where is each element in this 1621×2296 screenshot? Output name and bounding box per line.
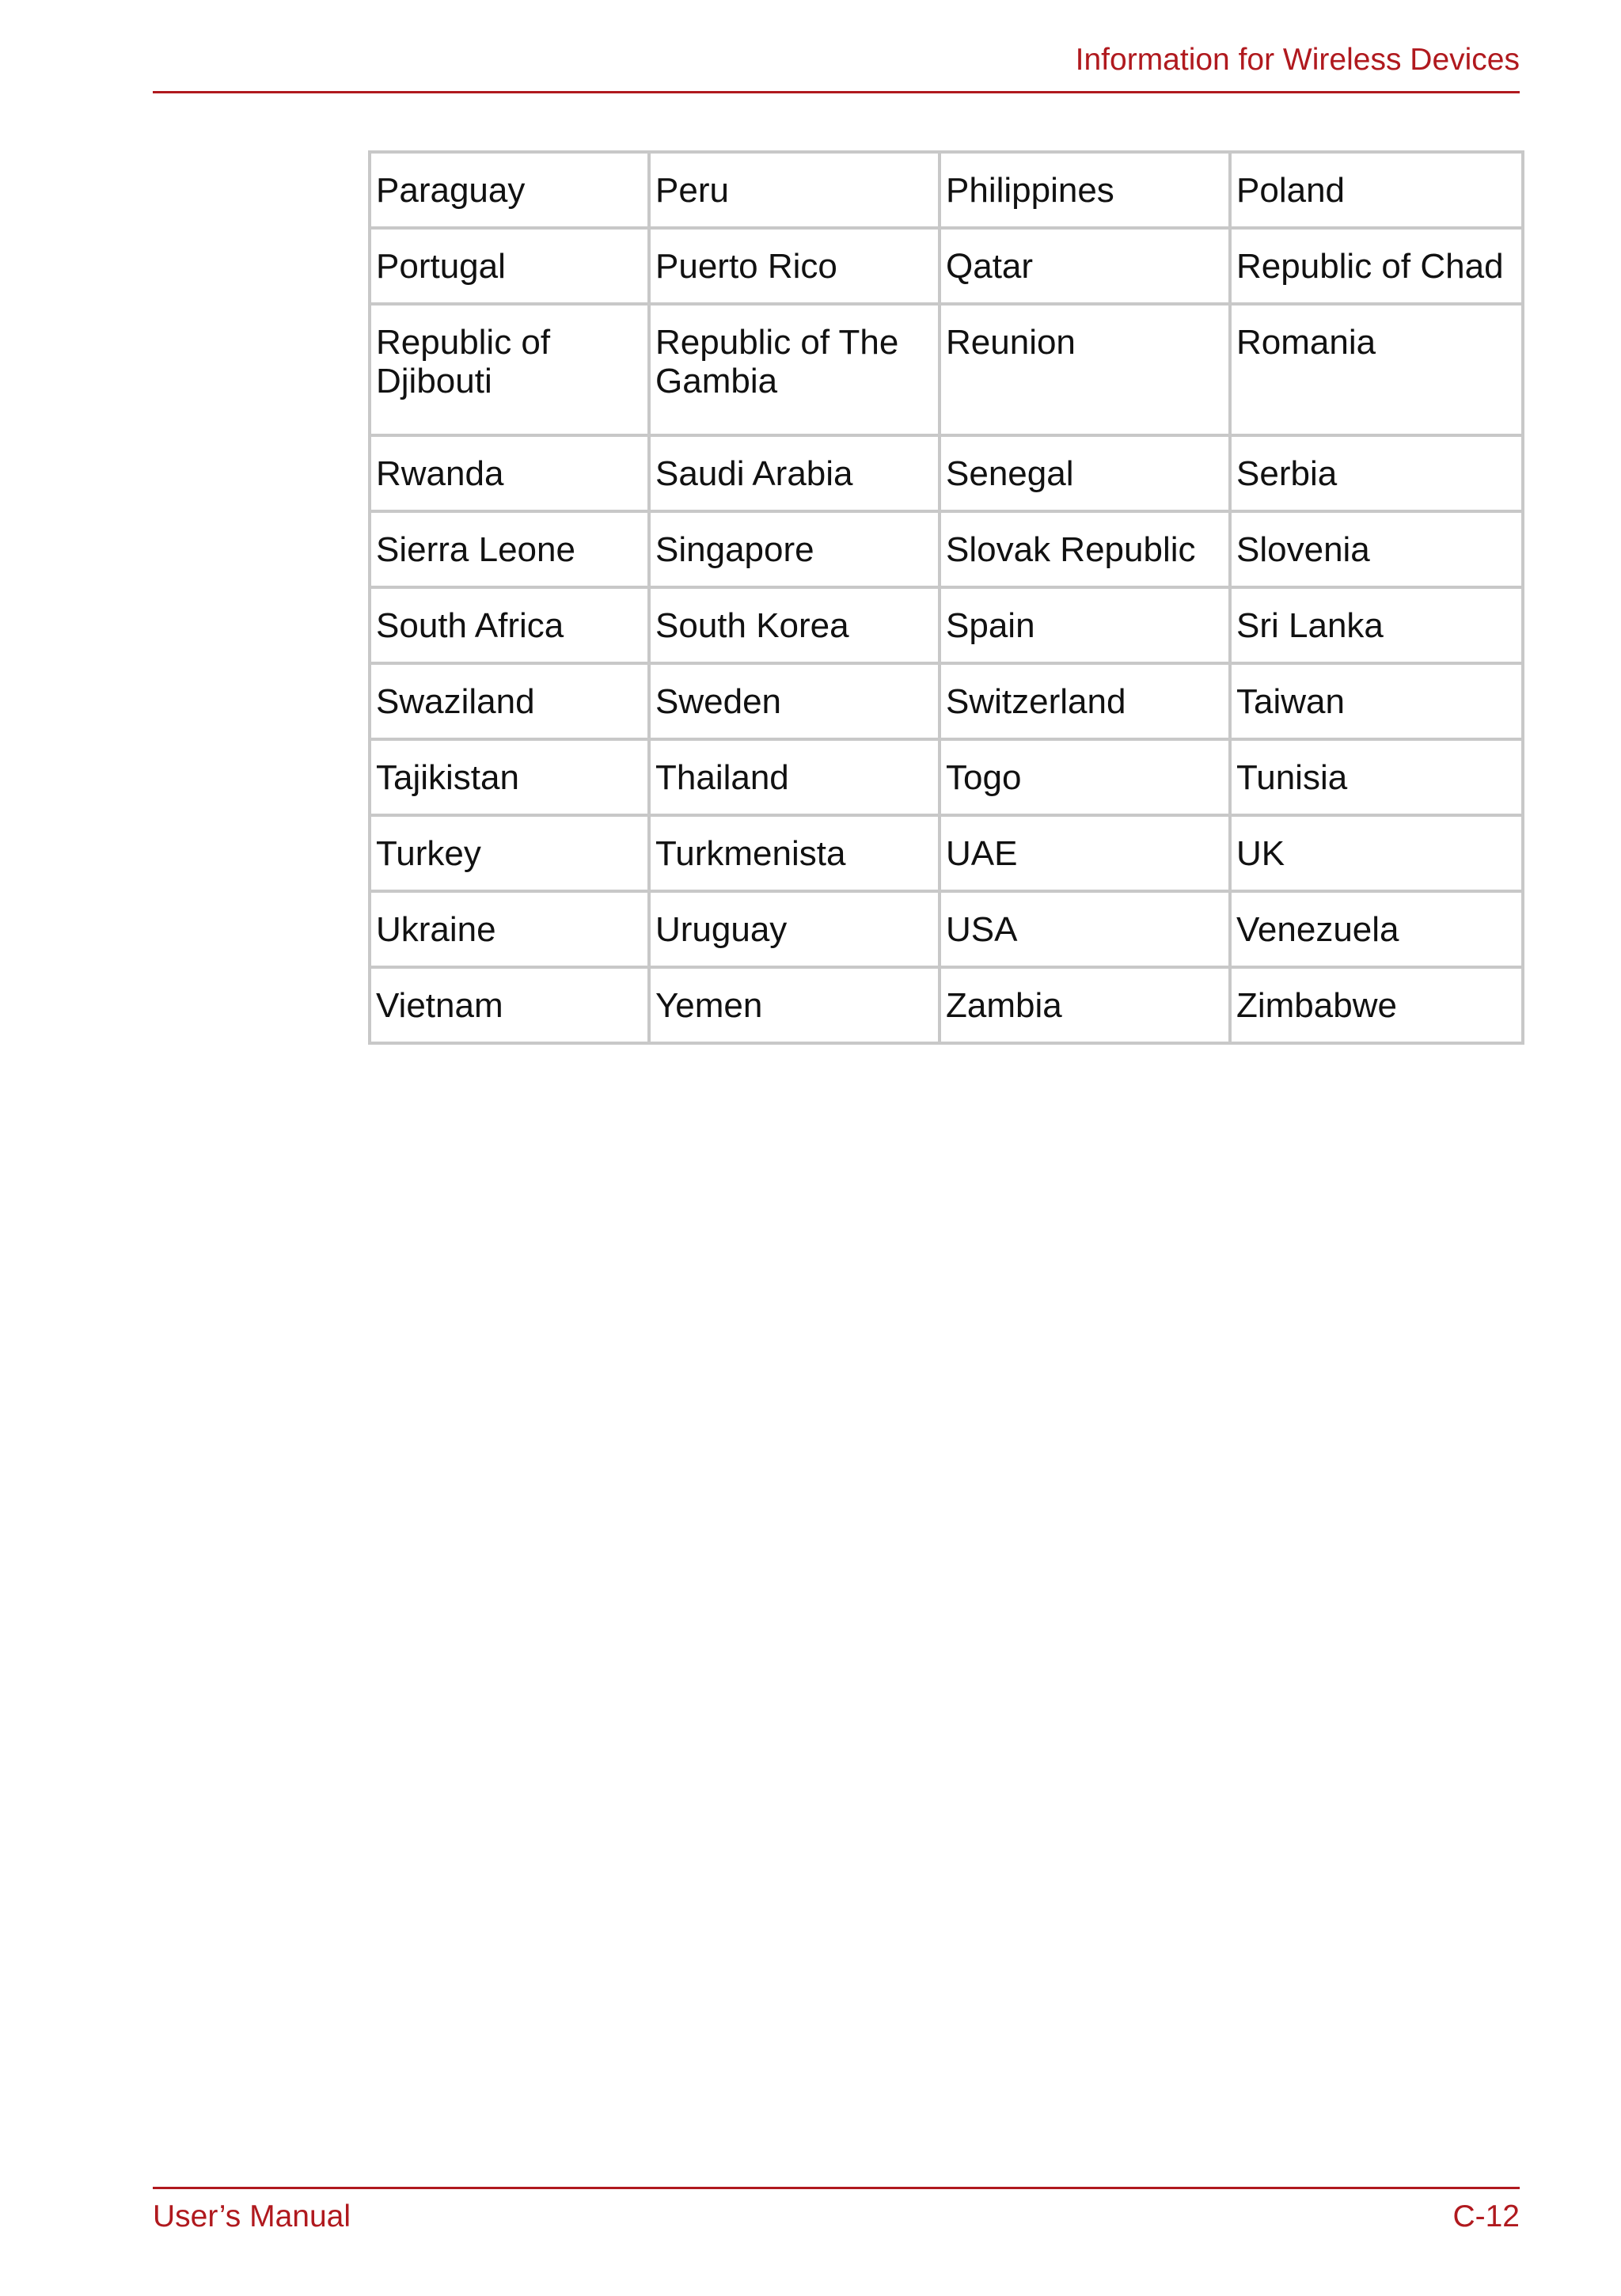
table-cell: South Africa [370, 587, 649, 663]
table-cell: Rwanda [370, 435, 649, 511]
table-cell: Swaziland [370, 663, 649, 739]
table-cell: Slovenia [1230, 511, 1523, 587]
table-cell: Poland [1230, 152, 1523, 228]
table-row [370, 435, 1523, 511]
table-cell: Republic of Djibouti [370, 304, 649, 435]
table-cell: Peru [649, 152, 940, 228]
table-cell: Portugal [370, 228, 649, 304]
table-cell: Zambia [940, 967, 1230, 1043]
table-cell: Sierra Leone [370, 511, 649, 587]
table-cell: Slovak Republic [940, 511, 1230, 587]
table-cell: Sri Lanka [1230, 587, 1523, 663]
table-cell: UAE [940, 815, 1230, 891]
table-cell: Togo [940, 739, 1230, 815]
table-row [370, 304, 1523, 435]
table-row [370, 228, 1523, 304]
table-cell: Zimbabwe [1230, 967, 1523, 1043]
table-row [370, 739, 1523, 815]
table-row [370, 511, 1523, 587]
table-cell: Tajikistan [370, 739, 649, 815]
table-cell: Venezuela [1230, 891, 1523, 967]
table-cell: Thailand [649, 739, 940, 815]
table-row [370, 891, 1523, 967]
country-table [368, 150, 1524, 1045]
table-cell: Philippines [940, 152, 1230, 228]
table-cell: Paraguay [370, 152, 649, 228]
table-cell: Turkey [370, 815, 649, 891]
table-cell: USA [940, 891, 1230, 967]
table-cell: Saudi Arabia [649, 435, 940, 511]
table-cell: UK [1230, 815, 1523, 891]
footer-divider [153, 2187, 1520, 2189]
table-row [370, 152, 1523, 228]
table-cell: Yemen [649, 967, 940, 1043]
table-row [370, 967, 1523, 1043]
table-cell: Republic of The Gambia [649, 304, 940, 435]
footer-manual-title: User’s Manual [153, 2199, 351, 2233]
table-row [370, 815, 1523, 891]
table-cell: Switzerland [940, 663, 1230, 739]
table-cell: Sweden [649, 663, 940, 739]
table-row [370, 587, 1523, 663]
table-cell: Serbia [1230, 435, 1523, 511]
table-cell: Taiwan [1230, 663, 1523, 739]
table-cell: Qatar [940, 228, 1230, 304]
table-cell: Senegal [940, 435, 1230, 511]
page-number: C-12 [1452, 2199, 1520, 2233]
table-cell: Uruguay [649, 891, 940, 967]
table-cell: Republic of Chad [1230, 228, 1523, 304]
table-cell: Singapore [649, 511, 940, 587]
table-cell: South Korea [649, 587, 940, 663]
table-cell: Turkmenista [649, 815, 940, 891]
table-cell: Spain [940, 587, 1230, 663]
table-cell: Tunisia [1230, 739, 1523, 815]
table-cell: Romania [1230, 304, 1523, 435]
page-header-title: Information for Wireless Devices [1075, 43, 1520, 77]
table-row [370, 663, 1523, 739]
table-cell: Ukraine [370, 891, 649, 967]
table-cell: Puerto Rico [649, 228, 940, 304]
table-cell: Vietnam [370, 967, 649, 1043]
header-divider [153, 91, 1520, 93]
table-cell: Reunion [940, 304, 1230, 435]
